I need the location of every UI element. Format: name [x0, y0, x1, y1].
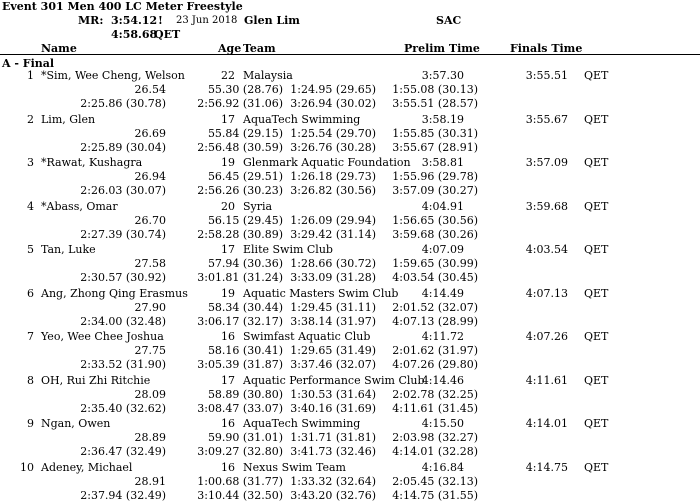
split-time: 3:26.82 (30.56): [290, 184, 376, 197]
split-time: 4:14.75 (31.55): [392, 489, 478, 502]
split-time: 2:25.89 (30.04): [80, 141, 166, 154]
finals-time: 3:55.51: [525, 69, 568, 82]
split-time: 28.91: [134, 475, 166, 488]
meet-record-date: 23 Jun 2018: [176, 15, 238, 26]
finals-time: 4:03.54: [525, 243, 568, 256]
age: 19: [221, 156, 235, 169]
split-time: 58.89 (30.80): [207, 388, 283, 401]
split-time: 2:34.00 (32.48): [80, 315, 166, 328]
team-name: Swimfast Aquatic Club: [243, 330, 371, 343]
column-header-name: Name: [41, 42, 77, 55]
finals-time: 4:14.01: [525, 417, 568, 430]
prelim-time: 3:58.19: [421, 113, 464, 126]
team-name: AquaTech Swimming: [243, 417, 361, 430]
column-header-team: Team: [243, 42, 276, 55]
split-time: 1:29.45 (31.11): [290, 301, 376, 314]
team-name: Elite Swim Club: [243, 243, 333, 256]
split-time: 28.09: [134, 388, 166, 401]
column-header-age: Age: [218, 42, 242, 55]
section-title: A - Final: [2, 57, 55, 70]
header-divider: [0, 54, 700, 55]
age: 16: [221, 417, 235, 430]
place: 5: [27, 243, 34, 256]
split-time: 3:43.20 (32.76): [290, 489, 376, 502]
swimmer-name: Adeney, Michael: [41, 461, 133, 474]
split-time: 3:26.94 (30.02): [290, 97, 376, 110]
split-time: 2:02.78 (32.25): [392, 388, 478, 401]
meet-record-team: SAC: [436, 14, 462, 27]
split-time: 27.58: [134, 257, 166, 270]
finals-time: 3:55.67: [525, 113, 568, 126]
split-time: 26.54: [134, 83, 166, 96]
split-time: 3:38.14 (31.97): [290, 315, 376, 328]
split-time: 26.94: [134, 170, 166, 183]
split-time: 2:58.28 (30.89): [197, 228, 283, 241]
split-time: 3:55.51 (28.57): [392, 97, 478, 110]
split-time: 4:11.61 (31.45): [392, 402, 478, 415]
swimmer-name: *Rawat, Kushagra: [41, 156, 143, 169]
split-time: 28.89: [134, 431, 166, 444]
team-name: Aquatic Masters Swim Club: [243, 287, 399, 300]
place: 2: [27, 113, 34, 126]
split-time: 2:56.92 (31.06): [197, 97, 283, 110]
split-time: 2:05.45 (32.13): [392, 475, 478, 488]
split-time: 2:26.03 (30.07): [80, 184, 166, 197]
age: 22: [221, 69, 235, 82]
split-time: 3:37.46 (32.07): [290, 358, 376, 371]
meet-record-time: 3:54.12: [111, 14, 158, 27]
split-time: 1:33.32 (32.64): [290, 475, 376, 488]
split-time: 1:59.65 (30.99): [392, 257, 478, 270]
meet-record-label: MR:: [78, 14, 104, 27]
prelim-time: 3:57.30: [421, 69, 464, 82]
age: 17: [221, 374, 235, 387]
split-time: 3:06.17 (32.17): [197, 315, 283, 328]
place: 8: [27, 374, 34, 387]
split-time: 1:25.54 (29.70): [290, 127, 376, 140]
split-time: 4:07.13 (28.99): [392, 315, 478, 328]
split-time: 2:35.40 (32.62): [80, 402, 166, 415]
qualifying-code: QET: [154, 28, 181, 41]
swimmer-name: *Sim, Wee Cheng, Welson: [41, 69, 185, 82]
split-time: 2:33.52 (31.90): [80, 358, 166, 371]
split-time: 3:01.81 (31.24): [197, 271, 283, 284]
qualifier-code: QET: [584, 461, 609, 474]
qualifier-code: QET: [584, 287, 609, 300]
split-time: 55.84 (29.15): [207, 127, 283, 140]
split-time: 58.16 (30.41): [207, 344, 283, 357]
split-time: 1:29.65 (31.49): [290, 344, 376, 357]
qualifying-time: 4:58.68: [111, 28, 158, 41]
split-time: 1:55.85 (30.31): [392, 127, 478, 140]
age: 17: [221, 113, 235, 126]
finals-time: 3:57.09: [525, 156, 568, 169]
place: 3: [27, 156, 34, 169]
split-time: 58.34 (30.44): [207, 301, 283, 314]
split-time: 3:26.76 (30.28): [290, 141, 376, 154]
meet-record-flag: !: [158, 14, 163, 27]
prelim-time: 4:16.84: [421, 461, 464, 474]
split-time: 27.90: [134, 301, 166, 314]
split-time: 2:03.98 (32.27): [392, 431, 478, 444]
qualifier-code: QET: [584, 243, 609, 256]
age: 17: [221, 243, 235, 256]
finals-time: 4:07.26: [525, 330, 568, 343]
place: 10: [20, 461, 34, 474]
qualifier-code: QET: [584, 374, 609, 387]
split-time: 3:41.73 (32.46): [290, 445, 376, 458]
place: 9: [27, 417, 34, 430]
split-time: 56.15 (29.45): [207, 214, 283, 227]
split-time: 2:37.94 (32.49): [80, 489, 166, 502]
swimmer-name: *Abass, Omar: [41, 200, 118, 213]
age: 20: [221, 200, 235, 213]
prelim-time: 4:11.72: [421, 330, 464, 343]
column-header-prelim: Prelim Time: [404, 42, 480, 55]
qualifier-code: QET: [584, 330, 609, 343]
team-name: AquaTech Swimming: [243, 113, 361, 126]
split-time: 2:36.47 (32.49): [80, 445, 166, 458]
split-time: 1:26.09 (29.94): [290, 214, 376, 227]
split-time: 2:56.26 (30.23): [197, 184, 283, 197]
split-time: 1:26.18 (29.73): [290, 170, 376, 183]
split-time: 2:01.52 (32.07): [392, 301, 478, 314]
split-time: 1:56.65 (30.56): [392, 214, 478, 227]
split-time: 4:07.26 (29.80): [392, 358, 478, 371]
split-time: 3:40.16 (31.69): [290, 402, 376, 415]
qualifier-code: QET: [584, 69, 609, 82]
prelim-time: 4:04.91: [421, 200, 464, 213]
prelim-time: 4:14.46: [421, 374, 464, 387]
split-time: 57.94 (30.36): [207, 257, 283, 270]
split-time: 3:33.09 (31.28): [290, 271, 376, 284]
swimmer-name: OH, Rui Zhi Ritchie: [41, 374, 151, 387]
prelim-time: 4:14.49: [421, 287, 464, 300]
split-time: 1:30.53 (31.64): [290, 388, 376, 401]
split-time: 3:10.44 (32.50): [197, 489, 283, 502]
split-time: 2:25.86 (30.78): [80, 97, 166, 110]
team-name: Syria: [243, 200, 273, 213]
split-time: 3:05.39 (31.87): [197, 358, 283, 371]
team-name: Aquatic Performance Swim Club: [243, 374, 425, 387]
team-name: Glenmark Aquatic Foundation: [243, 156, 411, 169]
split-time: 1:00.68 (31.77): [197, 475, 283, 488]
split-time: 55.30 (28.76): [207, 83, 283, 96]
split-time: 1:24.95 (29.65): [290, 83, 376, 96]
qualifier-code: QET: [584, 156, 609, 169]
swimmer-name: Ang, Zhong Qing Erasmus: [41, 287, 188, 300]
column-header-finals: Finals Time: [510, 42, 583, 55]
meet-record-holder: Glen Lim: [244, 14, 300, 27]
split-time: 3:57.09 (30.27): [392, 184, 478, 197]
split-time: 26.69: [134, 127, 166, 140]
split-time: 4:14.01 (32.28): [392, 445, 478, 458]
swimmer-name: Ngan, Owen: [41, 417, 111, 430]
split-time: 2:01.62 (31.97): [392, 344, 478, 357]
age: 19: [221, 287, 235, 300]
finals-time: 3:59.68: [525, 200, 568, 213]
split-time: 3:08.47 (33.07): [197, 402, 283, 415]
split-time: 3:09.27 (32.80): [197, 445, 283, 458]
team-name: Malaysia: [243, 69, 293, 82]
place: 4: [27, 200, 34, 213]
split-time: 27.75: [134, 344, 166, 357]
qualifier-code: QET: [584, 417, 609, 430]
split-time: 1:55.96 (29.78): [392, 170, 478, 183]
place: 6: [27, 287, 34, 300]
qualifier-code: QET: [584, 200, 609, 213]
split-time: 2:30.57 (30.92): [80, 271, 166, 284]
swimmer-name: Tan, Luke: [41, 243, 96, 256]
team-name: Nexus Swim Team: [243, 461, 346, 474]
split-time: 1:55.08 (30.13): [392, 83, 478, 96]
prelim-time: 4:15.50: [421, 417, 464, 430]
split-time: 1:31.71 (31.81): [290, 431, 376, 444]
split-time: 3:59.68 (30.26): [392, 228, 478, 241]
finals-time: 4:07.13: [525, 287, 568, 300]
age: 16: [221, 330, 235, 343]
swimmer-name: Yeo, Wee Chee Joshua: [41, 330, 164, 343]
finals-time: 4:11.61: [525, 374, 568, 387]
split-time: 2:27.39 (30.74): [80, 228, 166, 241]
split-time: 56.45 (29.51): [207, 170, 283, 183]
place: 1: [27, 69, 34, 82]
split-time: 3:55.67 (28.91): [392, 141, 478, 154]
qualifier-code: QET: [584, 113, 609, 126]
finals-time: 4:14.75: [525, 461, 568, 474]
split-time: 3:29.42 (31.14): [290, 228, 376, 241]
event-title: Event 301 Men 400 LC Meter Freestyle: [2, 0, 243, 13]
age: 16: [221, 461, 235, 474]
prelim-time: 4:07.09: [421, 243, 464, 256]
split-time: 1:28.66 (30.72): [290, 257, 376, 270]
prelim-time: 3:58.81: [421, 156, 464, 169]
split-time: 4:03.54 (30.45): [392, 271, 478, 284]
swimmer-name: Lim, Glen: [41, 113, 96, 126]
split-time: 26.70: [134, 214, 166, 227]
split-time: 2:56.48 (30.59): [197, 141, 283, 154]
split-time: 59.90 (31.01): [207, 431, 283, 444]
place: 7: [27, 330, 34, 343]
